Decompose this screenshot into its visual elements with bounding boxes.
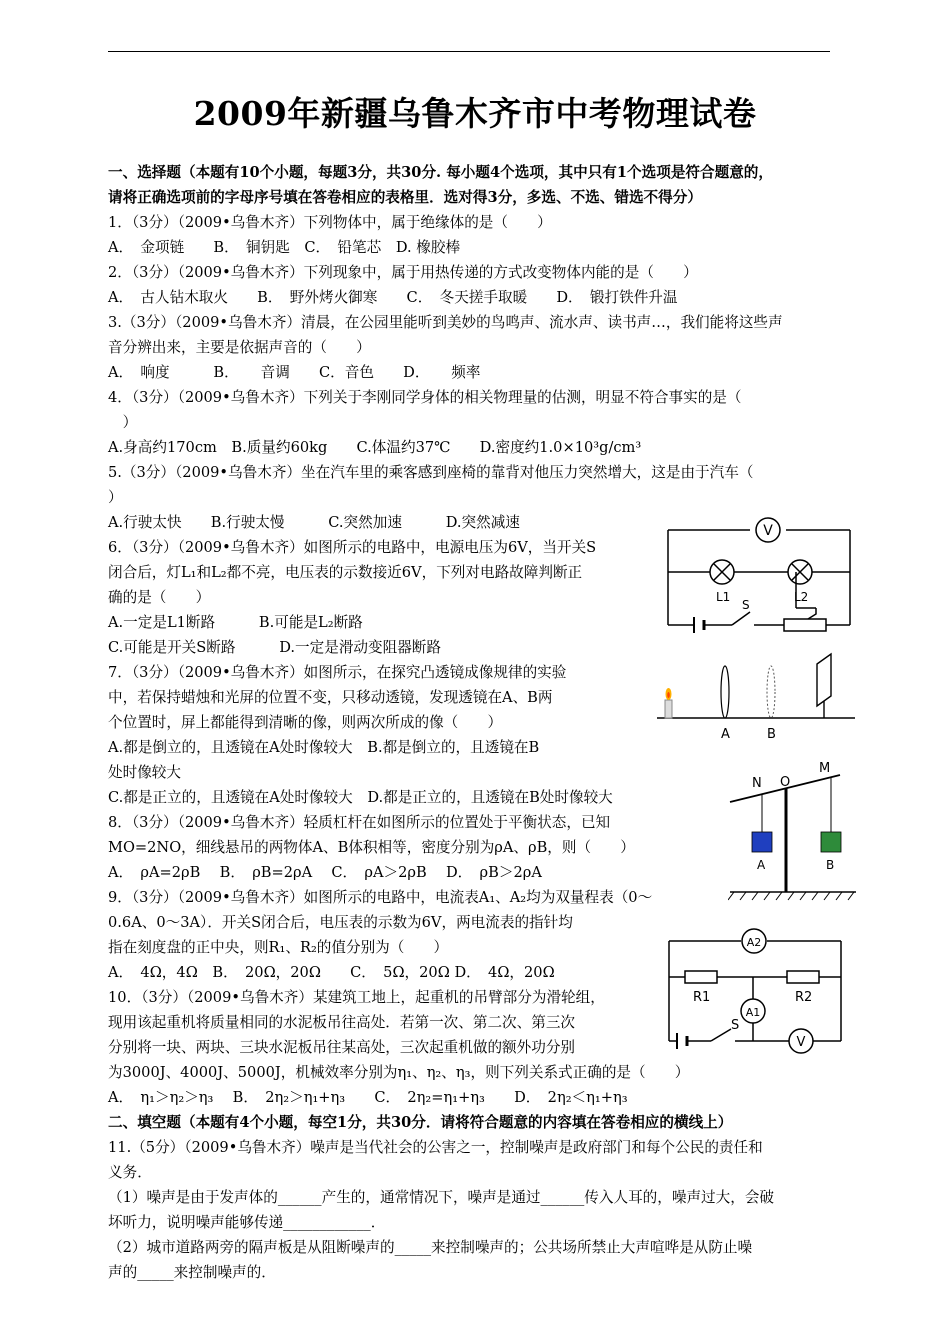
q8-stem: 8．（3分）（2009•乌鲁木齐）轻质杠杆在如图所示的位置处于平衡状态，已知 [108,814,611,831]
ammeter-a2-label: A2 [746,936,762,949]
q6-options-2: C.可能是开关S断路 D.一定是滑动变阻器断路 [108,639,441,656]
q9-stem: 9．（3分）（2009•乌鲁木齐）如图所示的电路中，电流表A₁、A₂均为双量程表（0～ [108,889,653,906]
voltmeter-icon [756,518,780,542]
point-b-label: B [767,727,776,742]
ammeter-a2-icon [742,929,766,953]
point-a-label: A [721,727,730,742]
label-m: M [819,761,831,776]
q7-optics-figure [655,648,860,744]
candle-icon [665,688,672,718]
q7-options-2: 处时像较大 [108,764,181,781]
q8-lever-figure [728,752,858,902]
block-b [821,832,841,852]
header-rule [108,51,830,52]
q11-part1: （1）噪声是由于发声体的______产生的，通常情况下，噪声是通过______传入人耳的，噪声过大，会破 [108,1189,775,1206]
section2-header: 二、填空题（本题有4个小题，每空1分，共30分．请将符合题意的内容填在答卷相应的横线上） [108,1114,733,1131]
q10-stem-3: 分别将一块、两块、三块水泥板吊往某高处，三次起重机做的额外功分别 [108,1039,576,1056]
q7-options-3: C.都是正立的，且透镜在A处时像较大 D.都是正立的，且透镜在B处时像较大 [108,789,613,806]
q10-stem-2: 现用该起重机将质量相同的水泥板吊往高处．若第一次、第二次、第三次 [108,1014,576,1031]
screen-icon [817,654,831,718]
lens-dashed-icon [767,666,775,718]
ammeter-a1-label: A1 [745,1006,761,1019]
q3-stem: 3.（3分）（2009•乌鲁木齐）清晨，在公园里能听到美妙的鸟鸣声、流水声、读书声…，我们能将这些声 [108,314,783,331]
lens-icon [721,666,729,718]
q6-stem-3: 确的是（ ） [108,589,211,606]
q3-stem-2: 音分辨出来，主要是依据声音的（ ） [108,339,371,356]
q7-stem: 7．（3分）（2009•乌鲁木齐）如图所示，在探究凸透镜成像规律的实验 [108,664,567,681]
section1-header: 一、选择题（本题有10个小题，每题3分，共30分. 每小题4个选项，其中只有1个选项是符合题意的， [108,164,773,181]
q11-part2: （2）城市道路两旁的隔声板是从阻断噪声的_____来控制噪声的；公共场所禁止大声喧哗是从防止噪 [108,1239,753,1256]
label-n: N [752,776,762,791]
voltmeter-label: V [796,1035,806,1050]
q6-stem-2: 闭合后，灯L₁和L₂都不亮，电压表的示数接近6V，下列对电路故障判断正 [108,564,583,581]
q8-options: A． ρA=2ρB B． ρB=2ρA C． ρA＞2ρB D． ρB＞2ρA [108,864,542,881]
q3-options: A． 响度 B． 音调 C．音色 D． 频率 [108,364,481,381]
q4-stem-2: ） [108,414,138,431]
lamp-l1-icon [710,560,734,584]
q6-stem: 6．（3分）（2009•乌鲁木齐）如图所示的电路中，电源电压为6V，当开关S [108,539,597,556]
q5-options: A.行驶太快 B.行驶太慢 C.突然加速 D.突然减速 [108,514,520,531]
q5-stem: 5.（3分）（2009•乌鲁木齐）坐在汽车里的乘客感到座椅的靠背对他压力突然增大，这是由于汽车（ [108,464,754,481]
q2-stem: 2．（3分）（2009•乌鲁木齐）下列现象中，属于用热传递的方式改变物体内能的是（ ） [108,264,698,281]
q7-stem-3: 个位置时，屏上都能得到清晰的像，则两次所成的像（ ） [108,714,503,731]
resistor-r1-icon [685,971,717,983]
block-a [752,832,772,852]
q11-stem: 11.（5分）（2009•乌鲁木齐）噪声是当代社会的公害之一，控制噪声是政府部门和每个公民的责任和 [108,1139,763,1156]
block-a-label: A [757,858,766,872]
page-title: 2009年新疆乌鲁木齐市中考物理试卷 [193,94,757,133]
q11-part2-2: 声的_____来控制噪声的． [108,1264,276,1281]
q4-stem: 4．（3分）（2009•乌鲁木齐）下列关于李刚同学身体的相关物理量的估测，明显不符合事实的是（ [108,389,742,406]
q11-stem-2: 义务． [108,1164,152,1181]
q7-options: A.都是倒立的，且透镜在A处时像较大 B.都是倒立的，且透镜在B [108,739,540,756]
resistor-r2-label: R2 [795,990,813,1005]
voltmeter-icon [789,1029,813,1053]
q6-options: A.一定是L1断路 B.可能是L₂断路 [108,614,363,631]
q5-stem-2: ） [108,489,123,506]
q4-options: A.身高约170cm B.质量约60kg C.体温约37℃ D.密度约1.0×10³g/cm³ [108,439,642,456]
q8-stem-2: MO=2NO，细线悬吊的两物体A、B体积相等，密度分别为ρA、ρB，则（ ） [108,839,635,856]
block-b-label: B [826,858,835,872]
ammeter-a1-icon [741,999,765,1023]
voltmeter-label: V [763,523,773,539]
q10-stem: 10．（3分）（2009•乌鲁木齐）某建筑工地上，起重机的吊臂部分为滑轮组， [108,989,605,1006]
q1-options: A． 金项链 B． 铜钥匙 C． 铅笔芯 D. 橡胶棒 [108,239,461,256]
q9-stem-2: 0.6A、0～3A）．开关S闭合后，电压表的示数为6V，两电流表的指针均 [108,914,573,931]
switch-label: S [742,598,750,612]
battery-icon [694,617,704,633]
resistor-r2-icon [787,971,819,983]
lamp-l2-label: L2 [794,590,809,604]
q1-stem: 1．（3分）（2009•乌鲁木齐）下列物体中，属于绝缘体的是（ ） [108,214,552,231]
resistor-r1-label: R1 [693,990,711,1005]
q9-stem-3: 指在刻度盘的正中央，则R₁、R₂的值分别为（ ） [108,939,449,956]
switch-label: S [731,1018,740,1033]
q10-options: A． η₁＞η₂＞η₃ B． 2η₂＞η₁+η₃ C． 2η₂=η₁+η₃ D． 2η₂＜η₁+η₃ [108,1089,628,1106]
lamp-l2-icon [788,560,812,584]
q9-circuit-figure [655,925,860,1063]
q10-stem-4: 为3000J、4000J、5000J，机械效率分别为η₁、η₂、η₃，则下列关系式正确的是（ ） [108,1064,690,1081]
q11-part1-2: 坏听力，说明噪声能够传递____________． [108,1214,386,1231]
label-o: O [780,775,791,790]
q7-stem-2: 中，若保持蜡烛和光屏的位置不变，只移动透镜，发现透镜在A、B两 [108,689,553,706]
q6-circuit-figure [660,508,860,640]
lamp-l1-label: L1 [716,590,731,604]
section1-header-2: 请将正确选项前的字母序号填在答卷相应的表格里．选对得3分，多选、不选、错选不得分） [108,189,702,206]
battery-icon [677,1033,687,1049]
q2-options: A． 古人钻木取火 B． 野外烤火御寒 C． 冬天搓手取暖 D． 锻打铁件升温 [108,289,678,306]
q9-options: A． 4Ω，4Ω B． 20Ω，20Ω C． 5Ω，20Ω D． 4Ω，20Ω [108,964,555,981]
